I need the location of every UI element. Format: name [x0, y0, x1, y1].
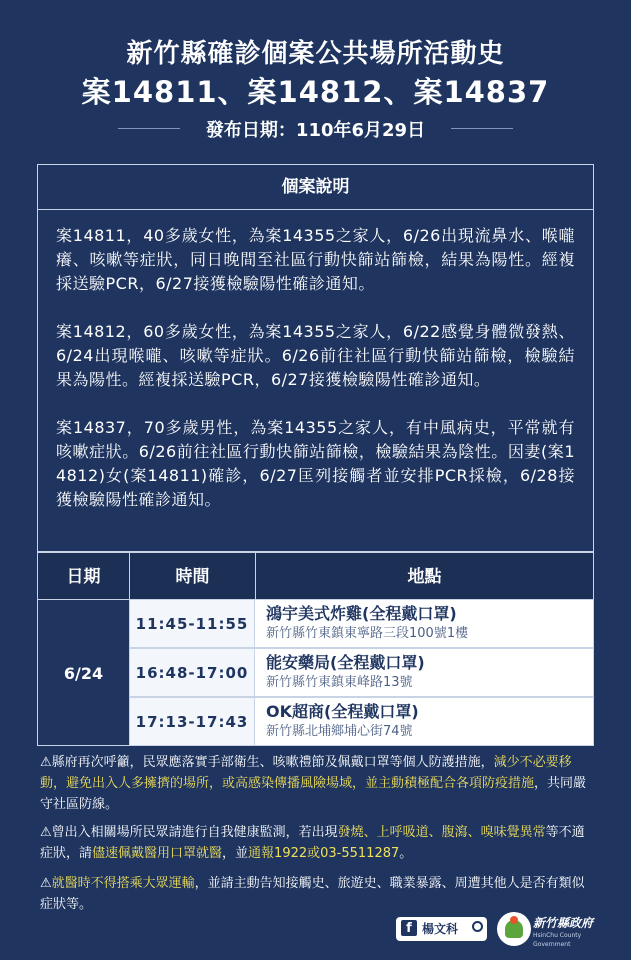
warning-icon: ⚠ — [40, 876, 52, 891]
note-prevention-highlight: 減少不必要移動，避免出入人多擁擠的場所，或高感染傳播風險場域，並主動積極配合各項防疫措施 — [40, 755, 572, 791]
facebook-icon: f — [401, 920, 417, 936]
time-cell: 17:13-17:43 — [129, 697, 255, 746]
note-mask-highlight: 儘速佩戴醫用口罩就醫 — [92, 846, 223, 861]
place-cell — [254, 697, 594, 746]
time-cell: 16:48-17:00 — [129, 648, 255, 697]
county-government-logo — [497, 912, 531, 946]
place-name: OK超商(全程戴口罩) — [266, 702, 419, 721]
case-paragraph-14812: 案14812，60多歲女性，為案14355之家人，6/22感覺身體微發熱、6/24出現喉嚨、咳嗽等症狀。6/26前往社區行動快篩站篩檢，檢驗結果為陽性。經複採送驗PCR，6/27接獲檢驗陽性確診通知。 — [56, 322, 575, 389]
note-monitor-mid: 等不適症狀，請 — [40, 825, 585, 861]
note-prevention-end: ，共同嚴守社區防線。 — [40, 776, 587, 812]
case-paragraph-14811: 案14811，40多歲女性，為案14355之家人，6/26出現流鼻水、喉嚨癢、咳嗽等症狀，同日晚間至社區行動快篩站篩檢，結果為陽性。經複採送驗PCR，6/27接獲檢驗陽性確診通知。 — [56, 226, 575, 293]
publish-date-row — [118, 116, 513, 140]
case-numbers-title: 案14811、案14812、案14837 — [81, 75, 550, 109]
place-name: 鴻宇美式炸雞(全程戴口罩) — [266, 604, 457, 623]
note-transport-text: ，並請主動告知接觸史、旅遊史、職業暴露、周遭其他人是否有類似症狀等。 — [40, 876, 585, 912]
note-health-monitoring — [40, 822, 596, 864]
gov-name-en: HsinChu County Government — [533, 932, 582, 948]
search-icon — [472, 921, 483, 932]
divider-left — [118, 128, 180, 129]
gov-name-zh: 新竹縣政府 — [533, 916, 594, 930]
note-transport-highlight: 就醫時不得搭乘大眾運輸 — [51, 876, 195, 891]
header-time: 時間 — [129, 552, 256, 600]
sun-icon — [510, 916, 518, 924]
activity-table — [37, 552, 594, 746]
facebook-name: 楊文科 — [422, 922, 459, 936]
note-transport — [40, 873, 596, 915]
note-prevention — [40, 752, 596, 815]
place-address: 新竹縣竹東鎮東峰路13號 — [266, 675, 413, 690]
note-symptoms-highlight: 發燒、上呼吸道、腹瀉、嗅味覺異常 — [337, 825, 546, 840]
county-government-name — [533, 916, 603, 949]
note-hotline-highlight: 通報1922或03-5511287 — [248, 846, 400, 861]
note-monitor-text: ⚠曾出入相關場所民眾請進行自我健康監測，若出現 — [40, 825, 338, 840]
case-description-box — [37, 164, 594, 552]
place-address: 新竹縣北埔鄉埔心街74號 — [266, 724, 413, 739]
date-cell: 6/24 — [37, 599, 130, 746]
note-prevention-text: ⚠縣府再次呼籲，民眾應落實手部衛生、咳嗽禮節及佩戴口罩等個人防護措施， — [40, 755, 494, 770]
case-description-heading: 個案說明 — [38, 165, 593, 210]
case-description-body — [38, 210, 593, 512]
time-cell: 11:45-11:55 — [129, 599, 255, 648]
table-row — [129, 599, 594, 648]
publish-date: 發布日期：110年6月29日 — [205, 120, 426, 141]
divider-right — [451, 128, 513, 129]
place-cell — [254, 599, 594, 648]
place-name: 能安藥局(全程戴口罩) — [266, 653, 425, 672]
table-row — [129, 697, 594, 746]
header-date: 日期 — [37, 552, 130, 600]
header-place: 地點 — [255, 552, 594, 600]
case-paragraph-14837: 案14837，70多歲男性，為案14355之家人，有中風病史，平常就有咳嗽症狀。6/26前往社區行動快篩站篩檢，檢驗結果為陰性。因妻(案14812)女(案14811)確診，6/27匡列接觸者並安排PCR採檢，6/28接獲檢驗陽性確診通知。 — [56, 418, 575, 509]
note-monitor-end: 。 — [399, 846, 413, 861]
table-row — [129, 648, 594, 697]
facebook-badge[interactable] — [396, 917, 487, 941]
place-cell — [254, 648, 594, 697]
page-title: 新竹縣確診個案公共場所活動史 — [126, 39, 505, 69]
note-monitor-and: ，並 — [222, 846, 249, 861]
place-address: 新竹縣竹東鎮東寧路三段100號1樓 — [266, 626, 469, 641]
